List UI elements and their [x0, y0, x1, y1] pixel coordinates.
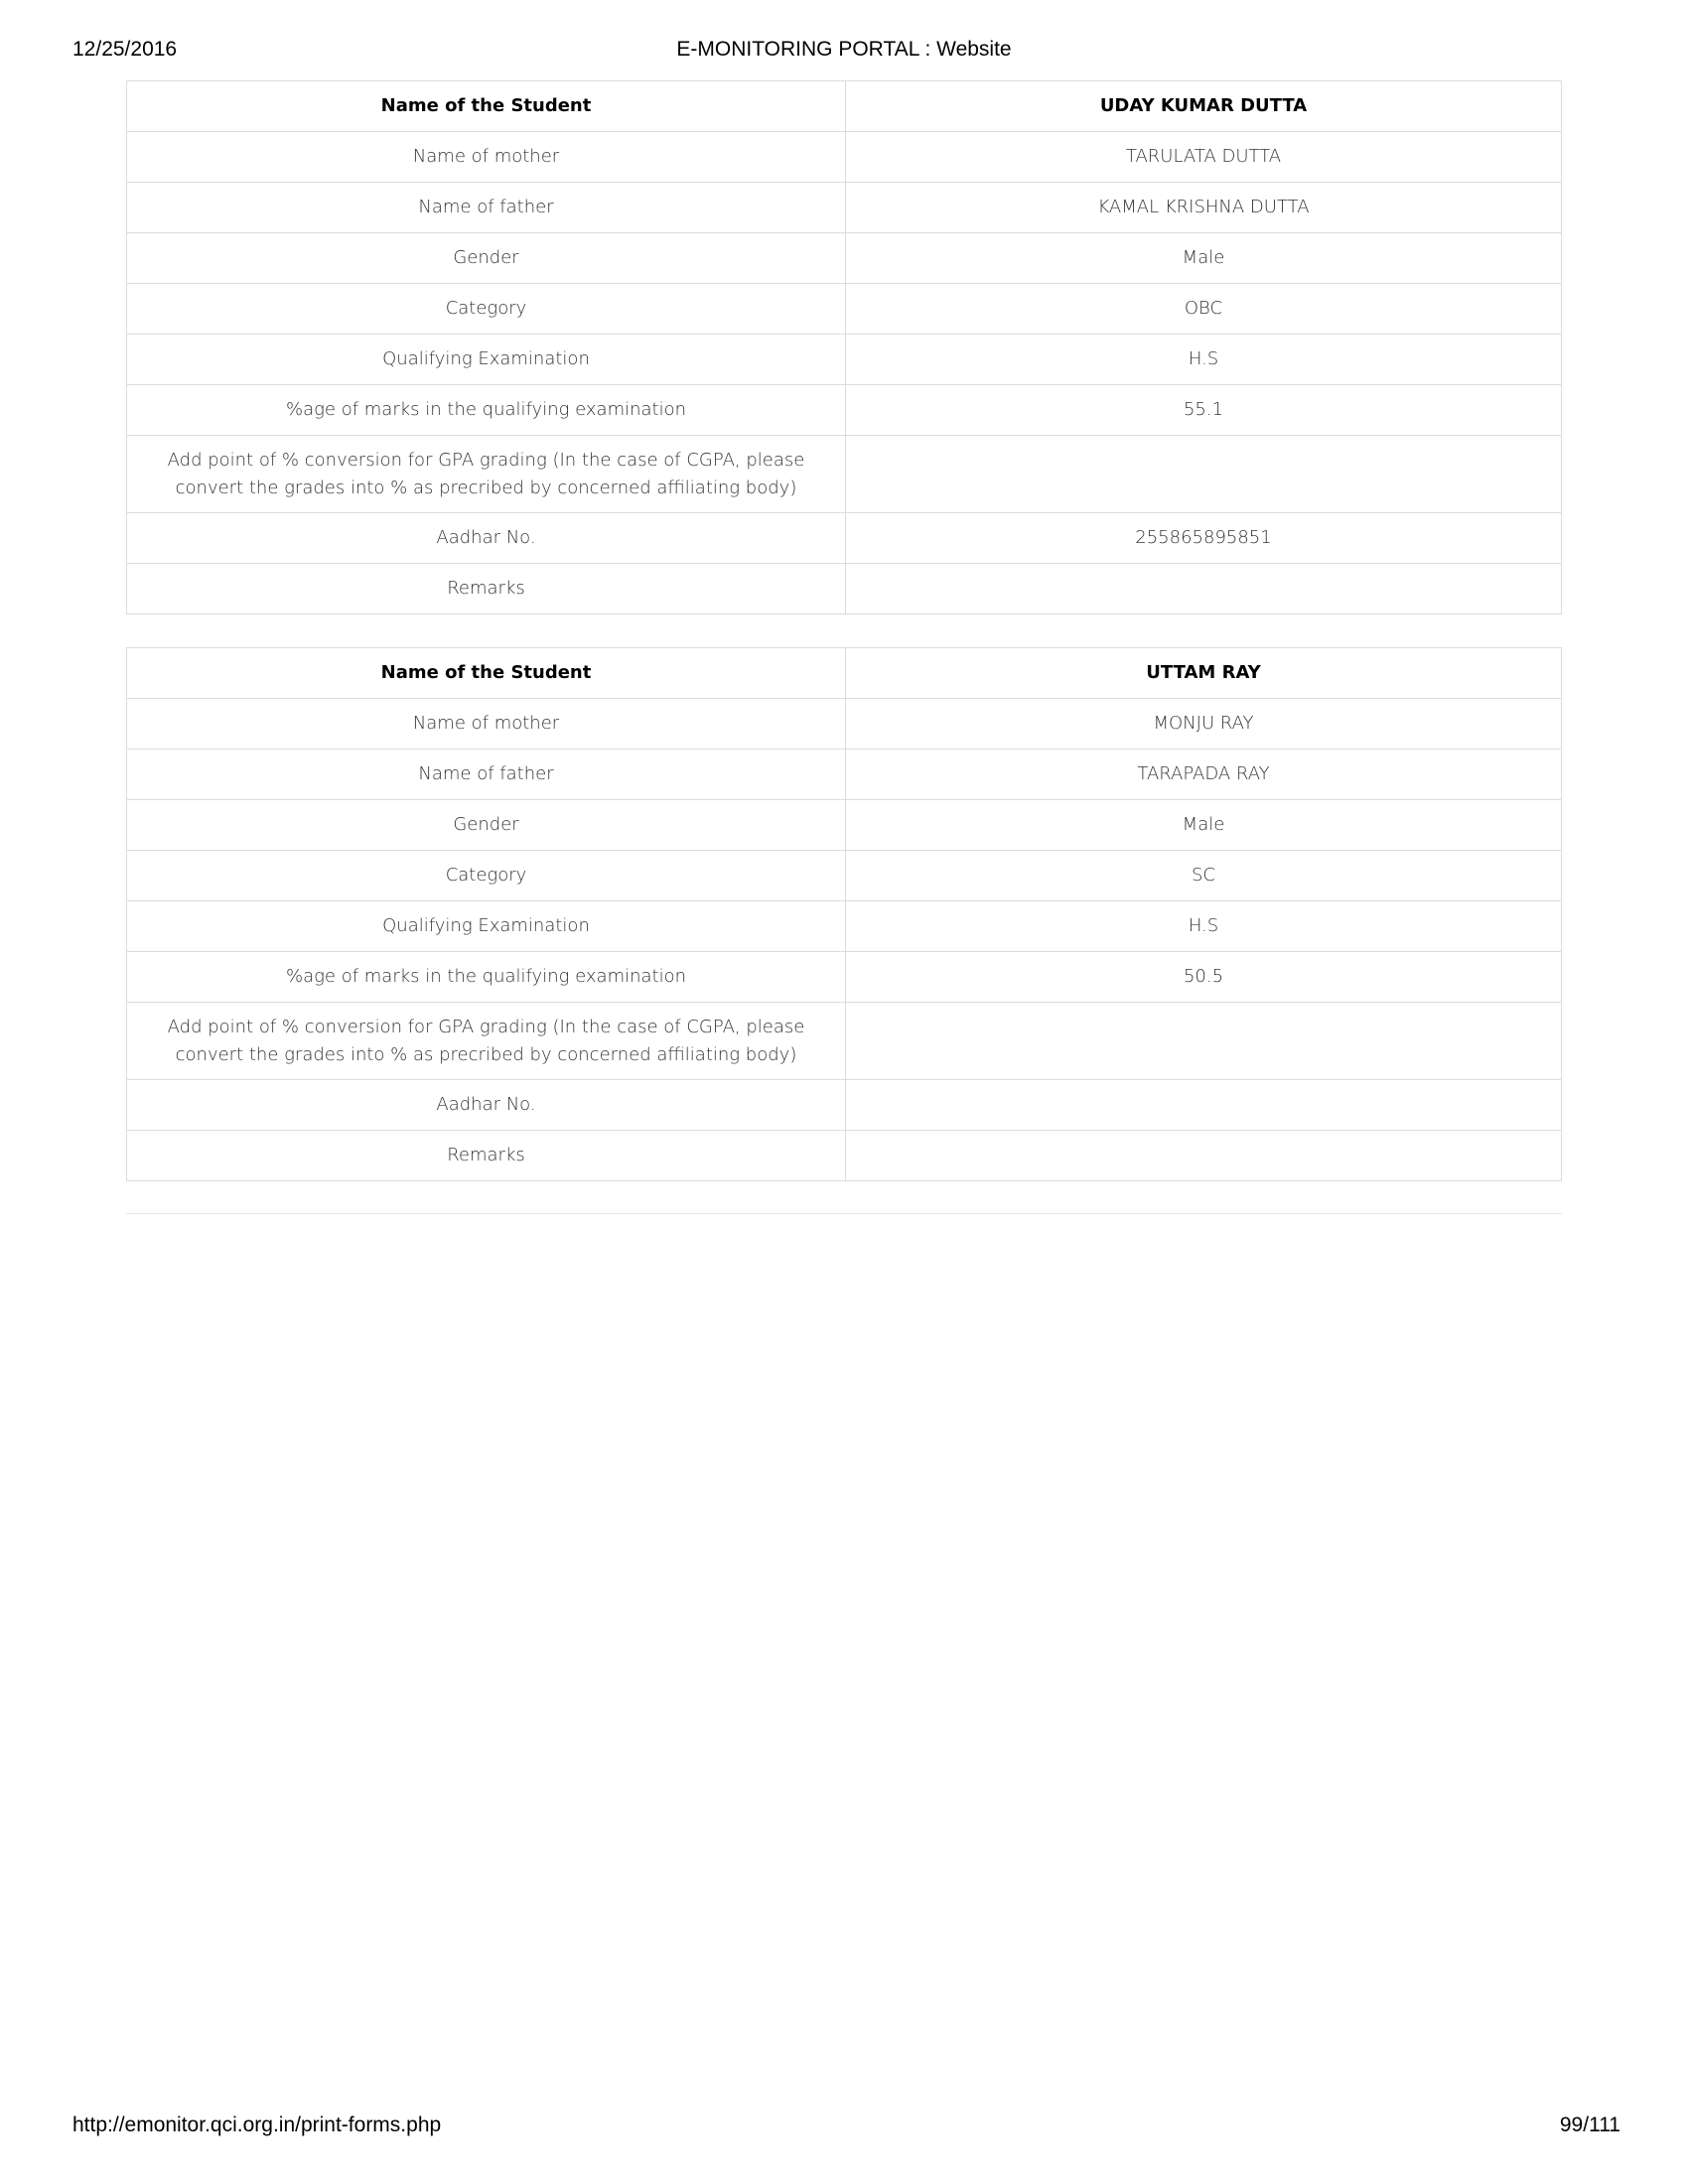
table-row — [127, 699, 1562, 750]
gender-label: Gender — [127, 800, 846, 851]
remarks-label: Remarks — [127, 564, 846, 614]
category-label: Category — [127, 851, 846, 901]
table-row — [127, 851, 1562, 901]
marks-pct-label: %age of marks in the qualifying examination — [127, 385, 846, 436]
table-row — [127, 750, 1562, 800]
table-row — [127, 233, 1562, 284]
category-value: OBC — [846, 284, 1562, 335]
gender-value: Male — [846, 233, 1562, 284]
table-row — [127, 952, 1562, 1003]
qualifying-exam-value: H.S — [846, 335, 1562, 385]
print-url: http://emonitor.qci.org.in/print-forms.php — [72, 2114, 442, 2136]
mother-label: Name of mother — [127, 132, 846, 183]
table-row — [127, 1003, 1562, 1080]
student-record-table — [126, 647, 1562, 1181]
print-title: E-MONITORING PORTAL : Website — [676, 38, 1012, 61]
table-row — [127, 335, 1562, 385]
father-value: KAMAL KRISHNA DUTTA — [846, 183, 1562, 233]
gender-label: Gender — [127, 233, 846, 284]
table-row — [127, 513, 1562, 564]
marks-pct-label: %age of marks in the qualifying examination — [127, 952, 846, 1003]
print-header — [0, 38, 1688, 71]
table-row — [127, 132, 1562, 183]
mother-value: TARULATA DUTTA — [846, 132, 1562, 183]
print-footer — [0, 2114, 1688, 2143]
gpa-conversion-label: Add point of % conversion for GPA grading (In the case of CGPA, please convert the grades into % as precribed by concerned affiliating body) — [127, 1003, 846, 1080]
qualifying-exam-label: Qualifying Examination — [127, 901, 846, 952]
table-row — [127, 800, 1562, 851]
student-name-value: UDAY KUMAR DUTTA — [846, 81, 1562, 132]
table-row — [127, 564, 1562, 614]
marks-pct-value: 55.1 — [846, 385, 1562, 436]
table-row — [127, 81, 1562, 132]
table-row — [127, 901, 1562, 952]
gpa-conversion-value — [846, 436, 1562, 513]
marks-pct-value: 50.5 — [846, 952, 1562, 1003]
remarks-label: Remarks — [127, 1131, 846, 1181]
father-label: Name of father — [127, 750, 846, 800]
table-row — [127, 183, 1562, 233]
category-value: SC — [846, 851, 1562, 901]
print-date: 12/25/2016 — [72, 38, 178, 61]
aadhar-label: Aadhar No. — [127, 1080, 846, 1131]
table-row — [127, 1131, 1562, 1181]
mother-value: MONJU RAY — [846, 699, 1562, 750]
gpa-conversion-label: Add point of % conversion for GPA grading (In the case of CGPA, please convert the grades into % as precribed by concerned affiliating body) — [127, 436, 846, 513]
student-name-value: UTTAM RAY — [846, 648, 1562, 699]
category-label: Category — [127, 284, 846, 335]
student-name-label: Name of the Student — [127, 648, 846, 699]
remarks-value — [846, 564, 1562, 614]
father-label: Name of father — [127, 183, 846, 233]
student-record-table — [126, 80, 1562, 614]
student-name-label: Name of the Student — [127, 81, 846, 132]
table-row — [127, 436, 1562, 513]
aadhar-value — [846, 1080, 1562, 1131]
gender-value: Male — [846, 800, 1562, 851]
remarks-value — [846, 1131, 1562, 1181]
mother-label: Name of mother — [127, 699, 846, 750]
father-value: TARAPADA RAY — [846, 750, 1562, 800]
table-row — [127, 385, 1562, 436]
gpa-conversion-value — [846, 1003, 1562, 1080]
aadhar-label: Aadhar No. — [127, 513, 846, 564]
table-row — [127, 648, 1562, 699]
table-row — [127, 284, 1562, 335]
section-divider — [126, 1213, 1562, 1214]
page-number: 99/111 — [1559, 2114, 1620, 2136]
table-row — [127, 1080, 1562, 1131]
aadhar-value: 255865895851 — [846, 513, 1562, 564]
qualifying-exam-value: H.S — [846, 901, 1562, 952]
qualifying-exam-label: Qualifying Examination — [127, 335, 846, 385]
